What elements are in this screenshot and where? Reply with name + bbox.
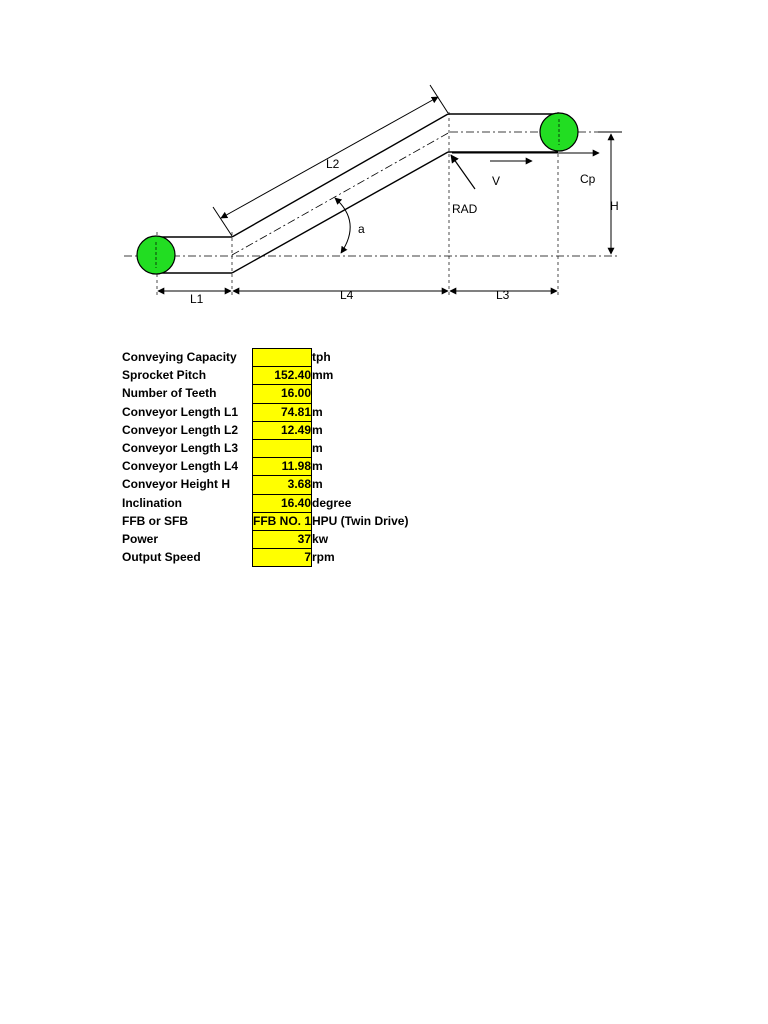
h-dimension xyxy=(598,132,622,254)
conveyor-belt xyxy=(157,114,558,273)
h-label: H xyxy=(610,199,619,213)
spec-unit: m xyxy=(312,441,323,456)
l1-label: L1 xyxy=(190,292,204,306)
spec-table xyxy=(122,348,408,567)
spec-row xyxy=(122,349,408,367)
angle-arc xyxy=(335,198,350,253)
l3-label: L3 xyxy=(496,288,510,302)
spec-unit: rpm xyxy=(312,550,335,565)
spec-label: Conveyor Length L2 xyxy=(122,422,239,437)
spec-label: Conveyor Length L4 xyxy=(122,459,239,474)
spec-label: Output Speed xyxy=(122,550,201,565)
spec-value-cell[interactable]: 74.81 xyxy=(253,403,312,421)
l2-label: L2 xyxy=(326,157,340,171)
spec-value-cell[interactable]: FFB NO. 1 xyxy=(253,512,312,530)
spec-unit: m xyxy=(312,422,323,437)
spec-label: Conveyor Length L1 xyxy=(122,404,239,419)
v-label: V xyxy=(492,174,501,188)
rad-leader xyxy=(451,155,475,189)
spec-row xyxy=(122,403,408,421)
spec-value-cell[interactable] xyxy=(253,439,312,457)
spec-label: Number of Teeth xyxy=(122,386,217,401)
spec-value-cell[interactable]: 37 xyxy=(253,530,312,548)
spec-value-cell[interactable]: 11.98 xyxy=(253,458,312,476)
spec-value-cell[interactable]: 7 xyxy=(253,549,312,567)
spec-value-cell[interactable]: 16.40 xyxy=(253,494,312,512)
spec-row xyxy=(122,458,408,476)
spec-label: Conveyor Height H xyxy=(122,477,231,492)
spec-row xyxy=(122,530,408,548)
spec-label: FFB or SFB xyxy=(122,513,188,528)
rad-label: RAD xyxy=(452,202,478,216)
l4-label: L4 xyxy=(340,288,354,302)
spec-unit: m xyxy=(312,404,323,419)
spec-label: Sprocket Pitch xyxy=(122,368,207,383)
spec-value-cell[interactable]: 3.68 xyxy=(253,476,312,494)
conveyor-diagram xyxy=(0,0,768,330)
spec-unit: kw xyxy=(312,531,329,546)
tail-sprocket xyxy=(137,236,175,274)
spec-unit xyxy=(312,385,409,403)
spec-unit: degree xyxy=(312,495,352,510)
spec-unit: m xyxy=(312,477,323,492)
spec-row xyxy=(122,421,408,439)
spec-value-cell[interactable] xyxy=(253,349,312,367)
angle-label: a xyxy=(358,222,365,236)
spec-value-cell[interactable]: 12.49 xyxy=(253,421,312,439)
spec-label: Conveyor Length L3 xyxy=(122,441,239,456)
spec-unit: HPU (Twin Drive) xyxy=(312,513,409,528)
extension-lines xyxy=(157,112,558,298)
spec-unit: m xyxy=(312,459,323,474)
spec-row xyxy=(122,512,408,530)
spec-unit: tph xyxy=(312,350,331,365)
spec-row xyxy=(122,494,408,512)
spec-row xyxy=(122,367,408,385)
head-sprocket xyxy=(540,113,578,151)
spec-label: Inclination xyxy=(122,495,182,510)
spec-row xyxy=(122,385,408,403)
spec-value-cell[interactable]: 16.00 xyxy=(253,385,312,403)
spec-label: Power xyxy=(122,531,159,546)
spec-label: Conveying Capacity xyxy=(122,350,237,365)
spec-row xyxy=(122,439,408,457)
spec-unit: mm xyxy=(312,368,334,383)
spec-row xyxy=(122,549,408,567)
spec-value-cell[interactable]: 152.40 xyxy=(253,367,312,385)
cp-label: Cp xyxy=(580,172,596,186)
spec-row xyxy=(122,476,408,494)
